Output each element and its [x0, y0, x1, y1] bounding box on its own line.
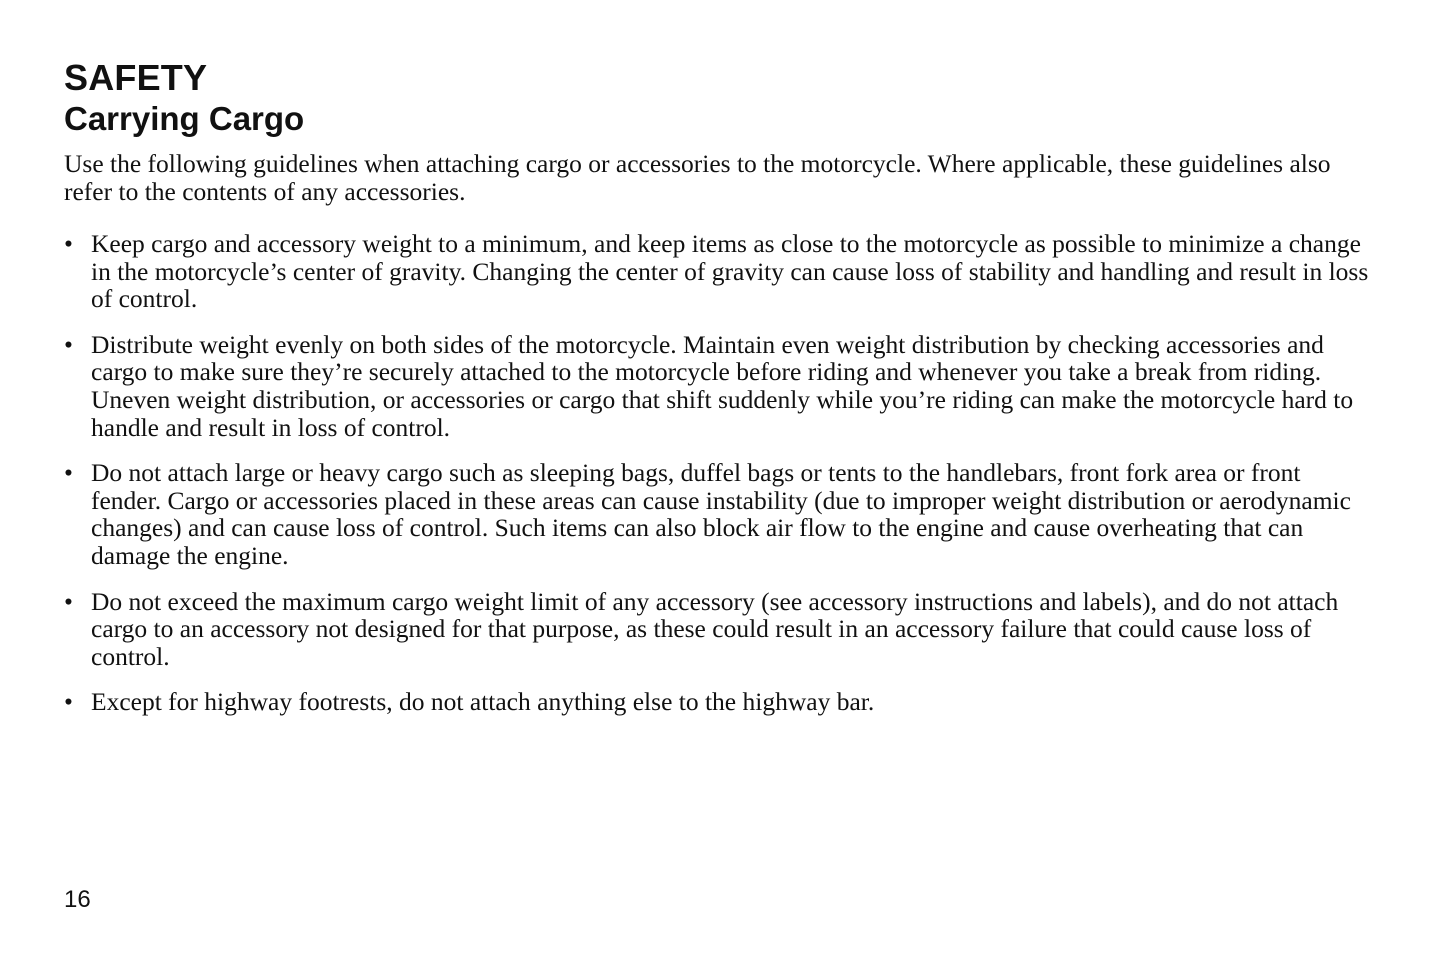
list-item — [64, 331, 1374, 441]
guideline-list — [64, 230, 1374, 716]
bullet-icon: • — [64, 329, 73, 359]
list-item-text: Except for highway footrests, do not attach anything else to the highway bar. — [91, 687, 875, 717]
list-item-text: Do not attach large or heavy cargo such as sleeping bags, duffel bags or tents to the handlebars, front fork area or front fender. Cargo or accessories placed in these areas can cause instability (due to improper weight distribution or aerodynamic changes) and can cause loss of control. Such items can also block air flow to the engine and cause overheating that can damage the engine. — [91, 458, 1351, 570]
list-item — [64, 230, 1374, 313]
list-item — [64, 459, 1374, 569]
page-title: Carrying Cargo — [64, 100, 305, 137]
list-item-text: Distribute weight evenly on both sides of the motorcycle. Maintain even weight distribution by checking accessories and cargo to make sure they’re securely attached to the motorcycle before riding and whenever you take a break from riding. Uneven weight distribution, or accessories or cargo that shift suddenly while you’re riding can make the motorcycle hard to handle and result in loss of control. — [91, 329, 1354, 442]
intro-paragraph: Use the following guidelines when attaching cargo or accessories to the motorcycle. Where applicable, these guidelines also refer to the contents of any accessories. — [64, 149, 1331, 206]
bullet-icon: • — [64, 458, 73, 488]
bullet-icon: • — [64, 586, 73, 616]
list-item-text: Do not exceed the maximum cargo weight limit of any accessory (see accessory instructions and labels), and do not attach cargo to an accessory not designed for that purpose, as these could result in an accessory failure that could cause loss of control. — [91, 586, 1339, 671]
list-item — [64, 688, 1374, 716]
list-item — [64, 588, 1374, 671]
bullet-icon: • — [64, 687, 73, 717]
list-item-text: Keep cargo and accessory weight to a minimum, and keep items as close to the motorcycle as possible to minimize a change in the motorcycle’s center of gravity. Changing the center of gravity can cause loss of stability and handling and result in loss of control. — [91, 229, 1369, 314]
page-number: 16 — [64, 886, 91, 913]
document-page — [64, 58, 1374, 734]
section-title: SAFETY — [64, 57, 208, 98]
bullet-icon: • — [64, 229, 73, 258]
